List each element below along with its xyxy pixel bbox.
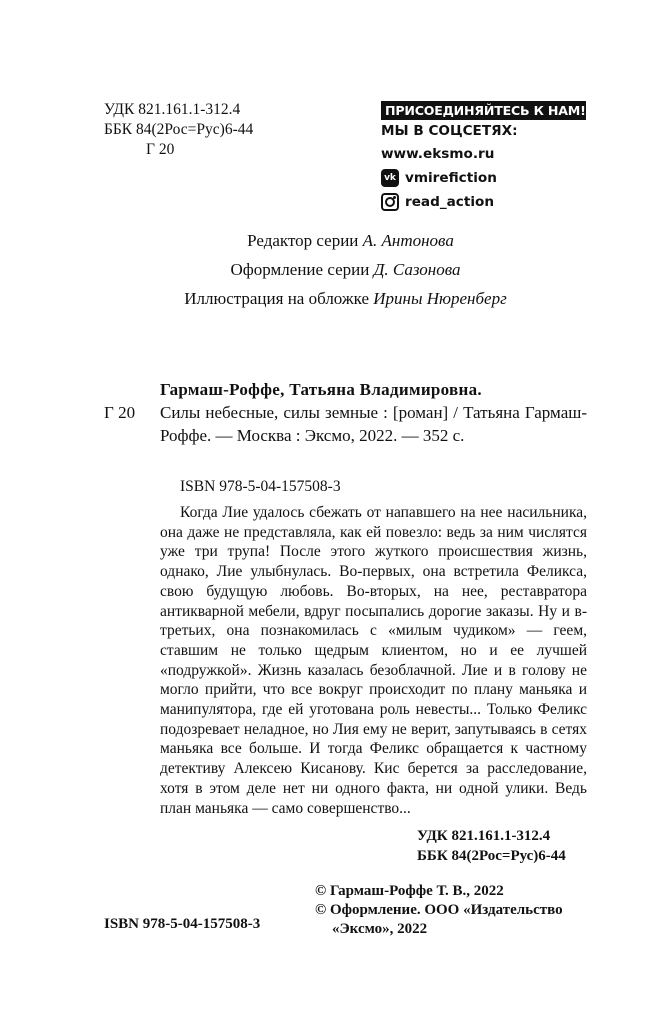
series-design <box>0 255 661 284</box>
udk-code: УДК 821.161.1-312.4 <box>104 101 241 118</box>
footer-classification <box>417 826 566 866</box>
copyright-block <box>315 882 587 939</box>
series-design-label: Оформление серии <box>230 260 370 279</box>
social-subtitle: МЫ В СОЦСЕТЯХ: <box>381 123 518 139</box>
classification-block <box>104 100 253 160</box>
series-editor-label: Редактор серии <box>247 231 359 250</box>
join-us-banner: ПРИСОЕДИНЯЙТЕСЬ К НАМ! <box>381 101 586 120</box>
author-sign: Г 20 <box>146 141 175 158</box>
social-block <box>381 101 586 214</box>
credits-block <box>0 226 661 313</box>
vk-row[interactable] <box>381 166 586 190</box>
series-design-name: Д. Сазонова <box>373 260 461 279</box>
footer-bbk: ББК 84(2Рос=Рус)6-44 <box>417 848 566 864</box>
footer-isbn: ISBN 978-5-04-157508-3 <box>104 916 261 932</box>
instagram-handle: read_action <box>405 194 495 210</box>
entry-author: Гармаш-Роффе, Татьяна Владимировна. <box>160 380 482 399</box>
annotation: Когда Лие удалось сбежать от напавшего на нее насильника, она даже не представляла, как ей повезло: ведь за ним числятся уже три трупа! После этого жуткого происшествия жизнь, однако, Лие улыбнулась. Во-первых, она встретила Феликса, свою будущую любовь. Во-вторых, на нее, реставратора антикварной мебели, вдруг посыпались дорогие заказы. Ну и в-третьих, она познакомилась с «милым чудиком» — геем, ставшим не только щедрым клиентом, но и ее лучшей «подружкой». Жизнь казалась безоблачной. Лие и в голову не могло прийти, что все вокруг происходит по плану маньяка и манипулятора, где ей уготована роль невесты... Только Феликс подозревает неладное, но Лия ему не верит, запутываясь в сетях маньяка все больше. И тогда Феликс обращается к частному детективу Алексею Кисанову. Кис берется за расследование, хотя в этом деле нет ни одного факта, ни одной улики. Ведь план маньяка — само совершенство... <box>160 504 587 817</box>
cover-illustration-name: Ирины Нюренберг <box>373 289 507 308</box>
copyright-design-line2: «Эксмо», 2022 <box>332 921 428 937</box>
vk-icon: vk <box>381 169 399 187</box>
series-editor <box>0 226 661 255</box>
series-editor-name: А. Антонова <box>362 231 454 250</box>
instagram-icon <box>381 193 399 211</box>
website-link[interactable]: www.eksmo.ru <box>381 146 495 162</box>
cover-illustration <box>0 284 661 313</box>
copyright-design-line1: © Оформление. ООО «Издательство <box>315 902 563 918</box>
entry-code: Г 20 <box>104 403 136 422</box>
instagram-row[interactable] <box>381 190 586 214</box>
vk-handle: vmirefiction <box>405 170 497 186</box>
bibliographic-entry <box>160 378 587 447</box>
footer-udk: УДК 821.161.1-312.4 <box>417 828 551 844</box>
copyright-author: © Гармаш-Роффе Т. В., 2022 <box>315 883 504 899</box>
entry-description: Силы небесные, силы земные : [роман] / Татьяна Гармаш-Роффе. — Москва : Эксмо, 2022. — 352 с. <box>160 403 587 445</box>
bbk-code: ББК 84(2Рос=Рус)6-44 <box>104 121 254 138</box>
entry-isbn: ISBN 978-5-04-157508-3 <box>180 478 341 495</box>
cover-illustration-label: Иллюстрация на обложке <box>184 289 370 308</box>
